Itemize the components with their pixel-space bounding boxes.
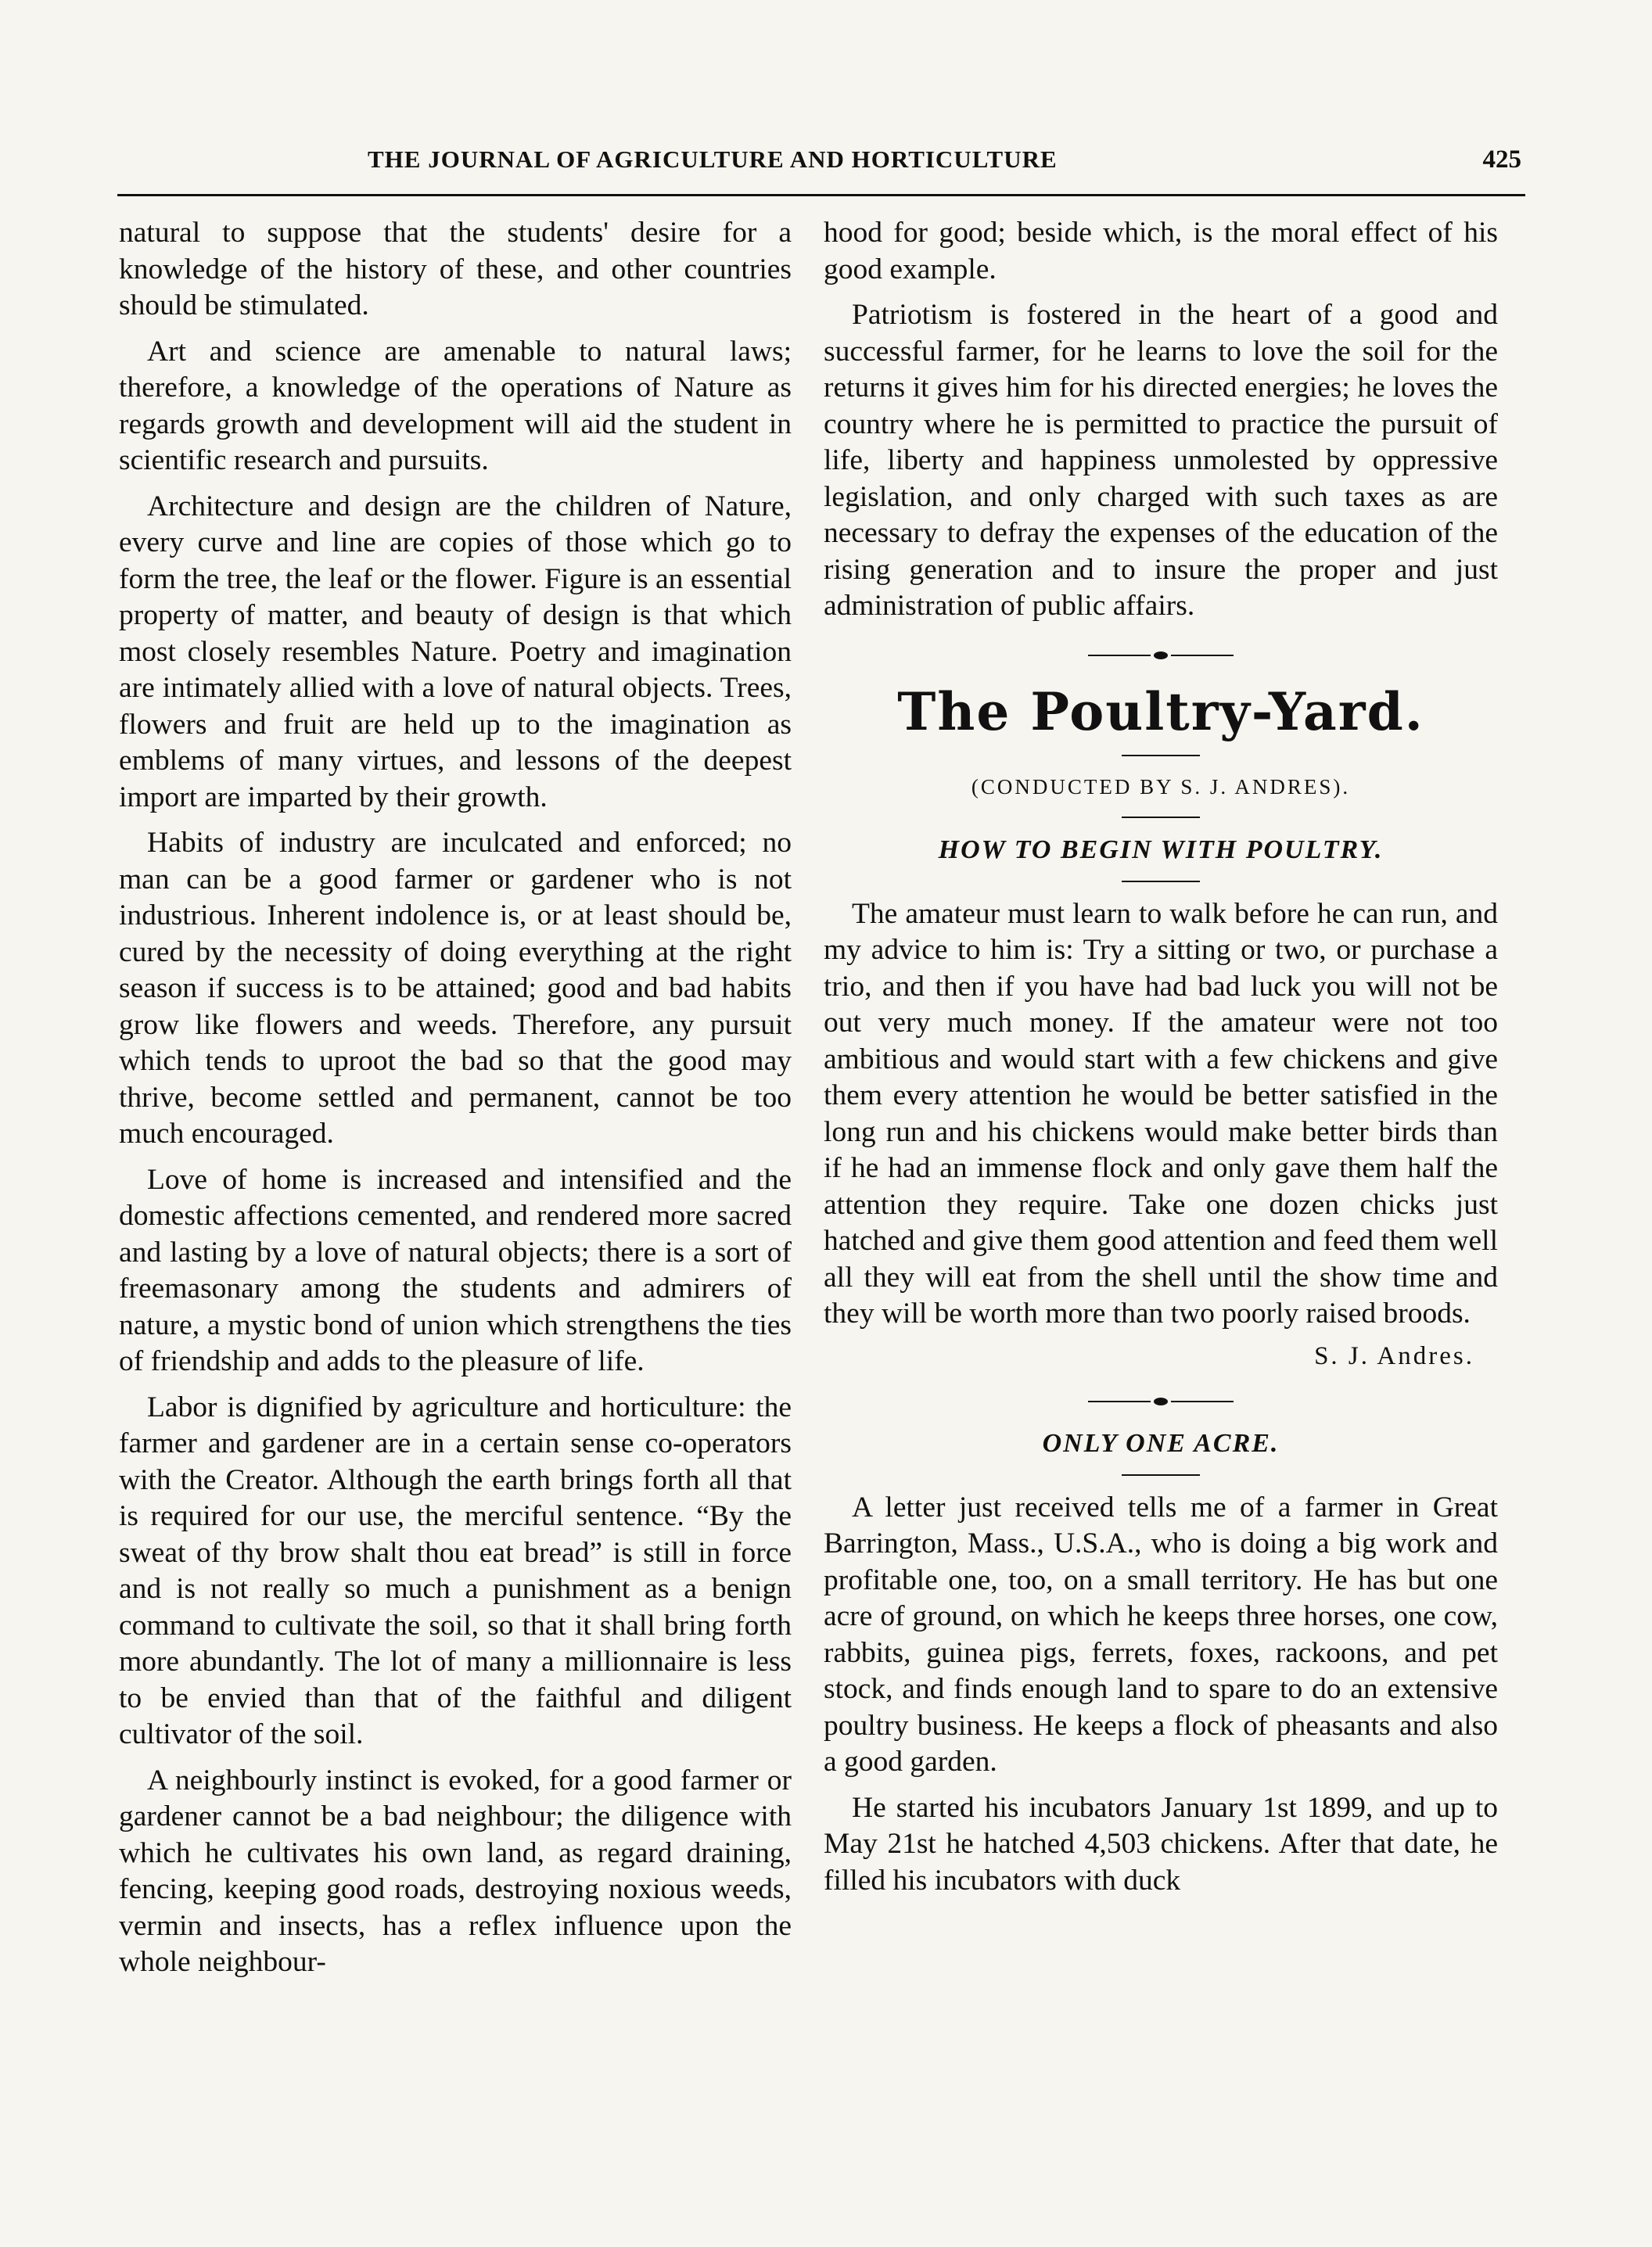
paragraph: The amateur must learn to walk before he can run, and my advice to him is: Try a sitting or two, or purchase a trio, and then if you have had bad luck you will not be out very much money. If the amateur were not too ambitious and would start with a few chickens and give them every attention he would be better satisfied in the long run and his chickens would make better birds than if he had an immense flock and only gave them half the attention they require. Take one dozen chicks just hatched and give them good attention and feed them well all they will eat from the shell until the show time and they will be worth more than two poorly raised broods. xyxy=(824,897,1498,1330)
paragraph: Architecture and design are the children of Nature, every curve and line are copies of those which go to form the tree, the leaf or the flower. Figure is an essential property of matter, and beauty of design is that which most closely resembles Nature. Poetry and imagination are intimately allied with a love of natural objects. Trees, flowers and fruit are held up to the imagination as emblems of many virtues, and lessons of the deepest import are imparted by their growth. xyxy=(119,490,792,813)
signature: S. J. Andres. xyxy=(1314,1341,1474,1370)
paragraph: A letter just received tells me of a farmer in Great Barrington, Mass., U.S.A., who is doing a big work and profitable one, too, on a small territory. He has but one acre of ground, on which he keeps three horses, one cow, rabbits, guinea pigs, ferrets, foxes, rackoons, and pet stock, and finds enough land to spare to do an extensive poultry business. He keeps a flock of pheasants and also a good garden. xyxy=(824,1491,1498,1778)
page-number: 425 xyxy=(1482,145,1521,174)
short-rule xyxy=(1122,1474,1200,1476)
ornament-divider xyxy=(824,644,1498,666)
paragraph: Art and science are amenable to natural laws; therefore, a knowledge of the operations of Nature as regards growth and development will aid the student in scientific research and pursuits. xyxy=(119,335,792,476)
short-rule xyxy=(1122,817,1200,818)
article-heading: ONLY ONE ACRE. xyxy=(1042,1428,1280,1458)
left-column xyxy=(119,215,792,1990)
section-title: The Poultry-Yard. xyxy=(897,680,1424,742)
short-rule xyxy=(1122,881,1200,882)
conducted-by: (CONDUCTED BY S. J. ANDRES). xyxy=(971,774,1351,799)
short-rule xyxy=(1122,755,1200,756)
paragraph: Habits of industry are inculcated and enforced; no man can be a good farmer or gardener who is not industrious. Inherent indolence is, or at least should be, cured by the necessity of doing everything at the right season if success is to be attained; good and bad habits grow like flowers and weeds. Therefore, any pursuit which tends to uproot the bad so that the good may thrive, become settled and permanent, cannot be too much encouraged. xyxy=(119,827,792,1150)
header-rule xyxy=(117,194,1525,196)
paragraph: Labor is dignified by agriculture and horticulture: the farmer and gardener are in a certain sense co-operators with the Creator. Although the earth brings forth all that is required for our use, the merciful sentence. “By the sweat of thy brow shalt thou eat bread” is still in force and is not really so much a punishment as a benign command to cultivate the soil, so that it shall bring forth more abundantly. The lot of many a millionnaire is less to be envied than that of the faithful and diligent cultivator of the soil. xyxy=(119,1391,792,1750)
paragraph: hood for good; beside which, is the moral effect of his good example. xyxy=(824,217,1498,285)
paragraph: Love of home is increased and intensified and the domestic affections cemented, and rendered more sacred and lasting by a love of natural objects; there is a sort of freemasonary among the students and admirers of nature, a mystic bond of union which strengthens the ties of friendship and adds to the pleasure of life. xyxy=(119,1163,792,1377)
running-header xyxy=(117,145,1521,188)
article-heading: HOW TO BEGIN WITH POULTRY. xyxy=(938,835,1384,864)
paragraph: Patriotism is fostered in the heart of a good and successful farmer, for he learns to love the soil for the returns it gives him for his directed energies; he loves the country where he is permitted to practice the pursuit of life, liberty and happiness unmolested by oppressive legislation, and only charged with such taxes as are necessary to defray the expenses of the education of the rising generation and to insure the proper and just administration of public affairs. xyxy=(824,299,1498,622)
right-column xyxy=(824,215,1498,1908)
paragraph: He started his incubators January 1st 1899, and up to May 21st he hatched 4,503 chickens. After that date, he filled his incubators with duck xyxy=(824,1791,1498,1897)
ornament-divider xyxy=(824,1390,1498,1412)
running-title: THE JOURNAL OF AGRICULTURE AND HORTICULTURE xyxy=(368,145,1058,173)
paragraph: natural to suppose that the students' desire for a knowledge of the history of these, and other countries should be stimulated. xyxy=(119,217,792,321)
paragraph: A neighbourly instinct is evoked, for a good farmer or gardener cannot be a bad neighbour; the diligence with which he cultivates his own land, as regard draining, fencing, keeping good roads, destroying noxious weeds, vermin and insects, has a reflex influence upon the whole neighbour- xyxy=(119,1764,792,1978)
